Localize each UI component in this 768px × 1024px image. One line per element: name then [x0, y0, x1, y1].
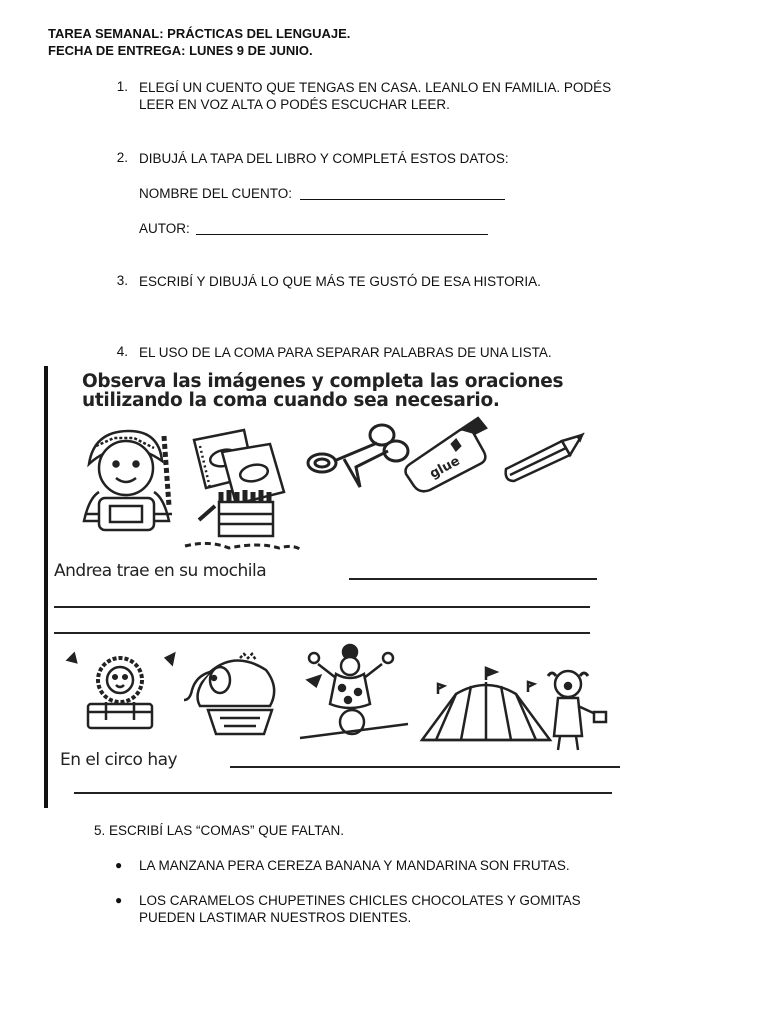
worksheet-title-line-1: Observa las imágenes y completa las oraciones — [82, 371, 564, 392]
answer-line[interactable] — [74, 792, 612, 794]
candy-sentence-line-1: LOS CARAMELOS CHUPETINES CHICLES CHOCOLATES Y GOMITAS — [139, 893, 581, 908]
glue-bottle-icon — [400, 416, 492, 496]
document-title: TAREA SEMANAL: PRÁCTICAS DEL LENGUAJE. — [48, 26, 351, 41]
crayons-box-icon — [179, 484, 309, 556]
girl-with-backpack-icon — [74, 426, 184, 536]
circus-elephant-icon — [180, 652, 290, 736]
worksheet-title-line-2: utilizando la coma cuando sea necesario. — [82, 390, 500, 411]
item-number: 3. — [116, 273, 128, 288]
worksheet-sentence-1: Andrea trae en su mochila — [54, 561, 267, 581]
author-blank[interactable] — [196, 234, 488, 235]
comma-worksheet-image — [44, 366, 644, 808]
worksheet-border — [44, 366, 48, 808]
juggling-clown-icon — [300, 642, 410, 740]
item-5-heading: 5. ESCRIBÍ LAS “COMAS” QUE FALTAN. — [94, 823, 345, 838]
item-text-line: EL USO DE LA COMA PARA SEPARAR PALABRAS DE UNA LISTA. — [139, 345, 552, 360]
story-name-label: NOMBRE DEL CUENTO: — [139, 186, 293, 201]
bullet-icon: ● — [115, 858, 123, 872]
pencil-icon — [500, 431, 586, 481]
item-text-line: ELEGÍ UN CUENTO QUE TENGAS EN CASA. LEANLO EN FAMILIA. PODÉS — [139, 80, 612, 95]
story-name-blank[interactable] — [300, 199, 505, 200]
answer-line[interactable] — [54, 632, 590, 634]
scissors-icon — [302, 421, 412, 491]
answer-line[interactable] — [349, 578, 597, 580]
bullet-icon: ● — [115, 893, 123, 907]
lion-icon — [62, 652, 180, 732]
worksheet-title — [82, 372, 622, 410]
answer-line[interactable] — [230, 766, 620, 768]
item-text-line: DIBUJÁ LA TAPA DEL LIBRO Y COMPLETÁ ESTOS DATOS: — [139, 151, 509, 166]
item-text-line: LEER EN VOZ ALTA O PODÉS ESCUCHAR LEER. — [139, 97, 450, 112]
answer-line[interactable] — [54, 606, 590, 608]
item-number: 2. — [116, 150, 128, 165]
worksheet-sentence-2: En el circo hay — [60, 750, 178, 770]
author-label: AUTOR: — [139, 221, 190, 236]
due-date: FECHA DE ENTREGA: LUNES 9 DE JUNIO. — [48, 43, 313, 58]
fruit-sentence: LA MANZANA PERA CEREZA BANANA Y MANDARINA SON FRUTAS. — [139, 858, 570, 873]
glue-label: glue — [427, 453, 463, 482]
item-text-line: ESCRIBÍ Y DIBUJÁ LO QUE MÁS TE GUSTÓ DE ESA HISTORIA. — [139, 274, 541, 289]
clown-icon — [544, 666, 614, 752]
item-number: 4. — [116, 344, 128, 359]
circus-tent-icon — [416, 664, 556, 750]
item-number: 1. — [116, 79, 128, 94]
candy-sentence-line-2: PUEDEN LASTIMAR NUESTROS DIENTES. — [139, 910, 412, 925]
